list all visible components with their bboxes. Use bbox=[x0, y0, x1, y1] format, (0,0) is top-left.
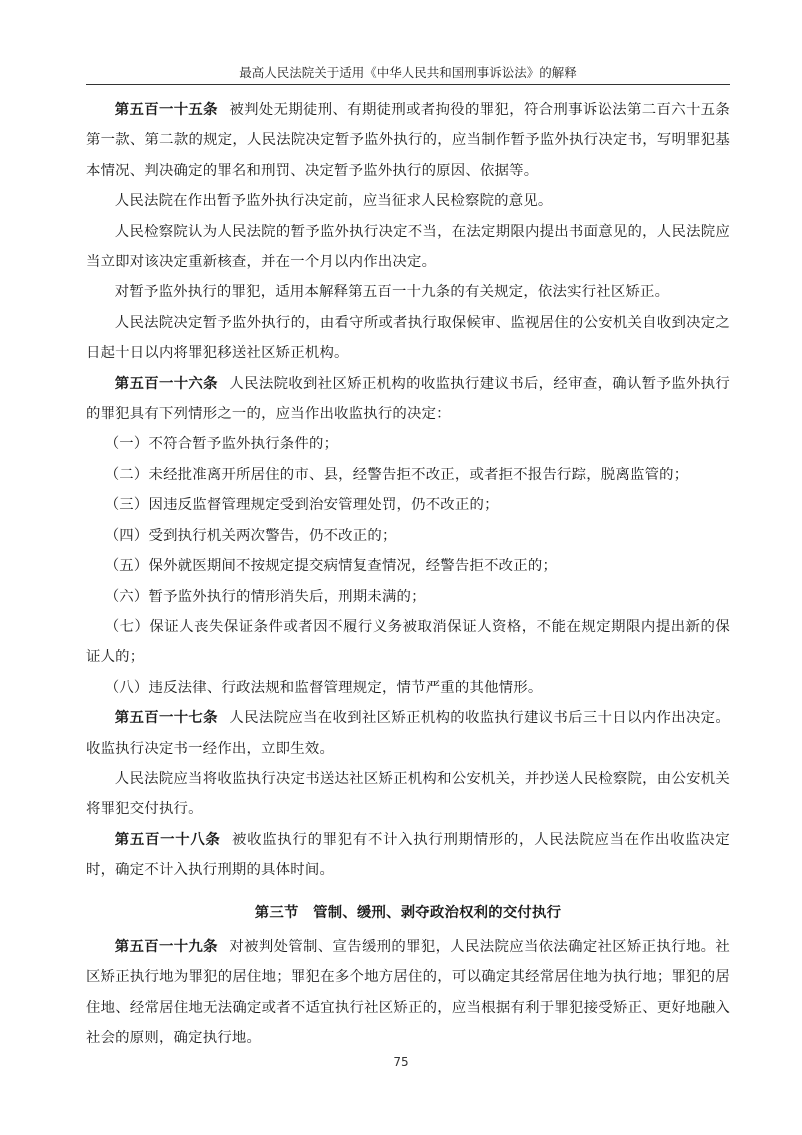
article-519-text: 对被判处管制、宣告缓刑的罪犯，人民法院应当依法确定社区矫正执行地。社区矫正执行地为罪犯的居住地；罪犯在多个地方居住的，可以确定其经常居住地为执行地；罪犯的居住地、经常居住地无法确定或者不适宜执行社区矫正的，应当根据有利于罪犯接受矫正、更好地融入社会的原则，确定执行地。 bbox=[86, 938, 730, 1047]
article-515-text: 被判处无期徒刑、有期徒刑或者拘役的罪犯，符合刑事诉讼法第二百六十五条第一款、第二款的规定，人民法院决定暂予监外执行的，应当制作暂予监外执行决定书，写明罪犯基本情况、判决确定的罪名和刑罚、决定暂予监外执行的原因、依据等。 bbox=[86, 102, 730, 179]
article-516-item-6: （六）暂予监外执行的情形消失后，刑期未满的； bbox=[104, 588, 426, 605]
article-516-item-5: （五）保外就医期间不按规定提交病情复查情况，经警告拒不改正的； bbox=[104, 558, 558, 575]
article-515-paragraph-4: 对暂予监外执行的罪犯，适用本解释第五百一十九条的有关规定，依法实行社区矫正。 bbox=[114, 284, 670, 301]
article-516-paragraph-1 bbox=[86, 369, 730, 430]
article-515-heading: 第五百一十五条 bbox=[114, 102, 218, 118]
article-516-item-2: （二）未经批准离开所居住的市、县，经警告拒不改正，或者拒不报告行踪，脱离监管的； bbox=[104, 466, 689, 483]
article-519-heading: 第五百一十九条 bbox=[114, 938, 218, 955]
header-divider bbox=[86, 84, 730, 85]
article-518-heading: 第五百一十八条 bbox=[114, 831, 221, 848]
article-518-paragraph-1 bbox=[86, 825, 730, 886]
article-516-item-4: （四）受到执行机关两次警告，仍不改正的； bbox=[104, 527, 397, 544]
article-518-text: 被收监执行的罪犯有不计入执行刑期情形的，人民法院应当在作出收监决定时，确定不计入执行刑期的具体时间。 bbox=[86, 831, 730, 879]
article-515-paragraph-5: 人民法院决定暂予监外执行的，由看守所或者执行取保候审、监视居住的公安机关自收到决定之日起十日以内将罪犯移送社区矫正机构。 bbox=[86, 314, 730, 362]
article-517-heading: 第五百一十七条 bbox=[114, 710, 218, 727]
article-517-text: 人民法院应当在收到社区矫正机构的收监执行建议书后三十日以内作出决定。收监执行决定书一经作出，立即生效。 bbox=[86, 710, 730, 757]
article-516-item-3: （三）因违反监督管理规定受到治安管理处罚，仍不改正的； bbox=[104, 497, 499, 514]
section-3-title: 第三节 管制、缓刑、剥夺政治权利的交付执行 bbox=[254, 904, 562, 921]
article-516-item-1: （一）不符合暂予监外执行条件的； bbox=[104, 436, 339, 453]
article-516-item-8: （八）违反法律、行政法规和监督管理规定，情节严重的其他情形。 bbox=[104, 679, 543, 696]
article-515-paragraph-3: 人民检察院认为人民法院的暂予监外执行决定不当，在法定期限内提出书面意见的，人民法院应当立即对该决定重新核查，并在一个月以内作出决定。 bbox=[86, 223, 730, 271]
article-517-paragraph-2: 人民法院应当将收监执行决定书送达社区矫正机构和公安机关，并抄送人民检察院，由公安机关将罪犯交付执行。 bbox=[86, 770, 730, 818]
article-519-paragraph-1 bbox=[86, 932, 730, 1054]
running-header: 最高人民法院关于适用《中华人民共和国刑事诉讼法》的解释 bbox=[239, 65, 577, 80]
article-515-paragraph-2: 人民法院在作出暂予监外执行决定前，应当征求人民检察院的意见。 bbox=[114, 193, 553, 210]
article-517-paragraph-1 bbox=[86, 703, 730, 764]
document-body bbox=[86, 95, 730, 1054]
article-515-paragraph-1 bbox=[86, 95, 730, 186]
article-516-text: 人民法院收到社区矫正机构的收监执行建议书后，经审查，确认暂予监外执行的罪犯具有下列情形之一的，应当作出收监执行的决定： bbox=[86, 375, 730, 423]
article-516-item-7: （七）保证人丧失保证条件或者因不履行义务被取消保证人资格，不能在规定期限内提出新的保证人的； bbox=[86, 618, 730, 666]
page-number: 75 bbox=[393, 1055, 409, 1069]
article-516-heading: 第五百一十六条 bbox=[114, 375, 218, 392]
